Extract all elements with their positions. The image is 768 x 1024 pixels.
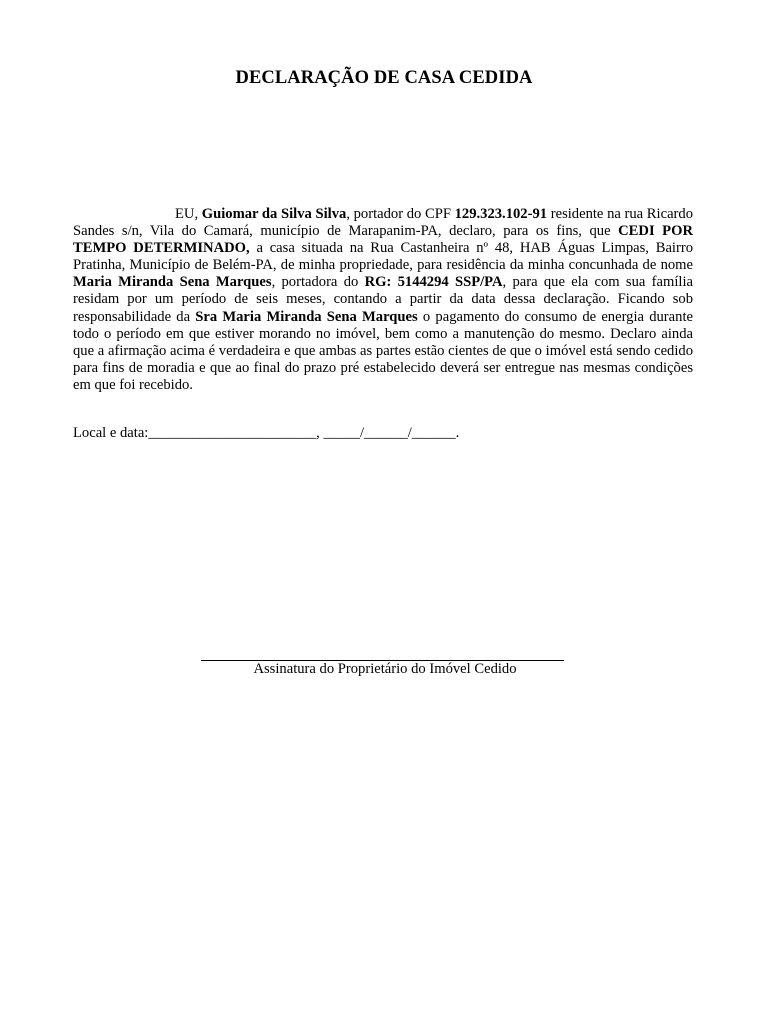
paragraph-text: , para que ela com sua família residam por um período de seis meses, contando a partir da data dessa declaração. Ficando sob responsabilidade da [73, 274, 693, 325]
paragraph-text: , portadora do [271, 274, 365, 291]
declarant-name: Guiomar da Silva Silva [201, 206, 347, 222]
paragraph-text: a casa situada na Rua Castanheira nº 48, HAB Águas Limpas, Bairro Pratinha, Município de Belém-PA, de minha propriedade, para residência da minha concunhada de nome [73, 240, 694, 274]
paragraph-text: , portador do CPF [346, 206, 455, 222]
document-title: DECLARAÇÃO DE CASA CEDIDA [235, 68, 533, 88]
declaration-paragraph [73, 206, 693, 394]
responsible-name: Sra Maria Miranda Sena Marques [195, 308, 418, 325]
local-date-line: Local e data:_______________________, _____/______/______. [73, 425, 460, 441]
paragraph-text: o pagamento do consumo de energia durante todo o período em que estiver morando no imóvel, bem como a manutenção do mesmo. Declaro ainda que a afirmação acima é verdadeira e que ambas as partes estão cientes de que o imóvel está sendo cedido para fins de moradia e que ao final do prazo pré estabelecido deverá ser entregue nas mesmas condições em que foi recebido. [73, 308, 693, 393]
cession-term: CEDI POR TEMPO DETERMINADO, [73, 223, 693, 257]
beneficiary-name: Maria Miranda Sena Marques [73, 274, 272, 291]
signature-label: Assinatura do Proprietário do Imóvel Cedido [253, 661, 517, 677]
paragraph-text: residente na rua Ricardo Sandes s/n, Vila do Camará, município de Marapanim-PA, declaro, para os fins, que [73, 206, 693, 240]
paragraph-text: EU, [175, 206, 202, 222]
cpf-number: 129.323.102-91 [454, 206, 548, 222]
rg-number: RG: 5144294 SSP/PA [364, 274, 503, 291]
